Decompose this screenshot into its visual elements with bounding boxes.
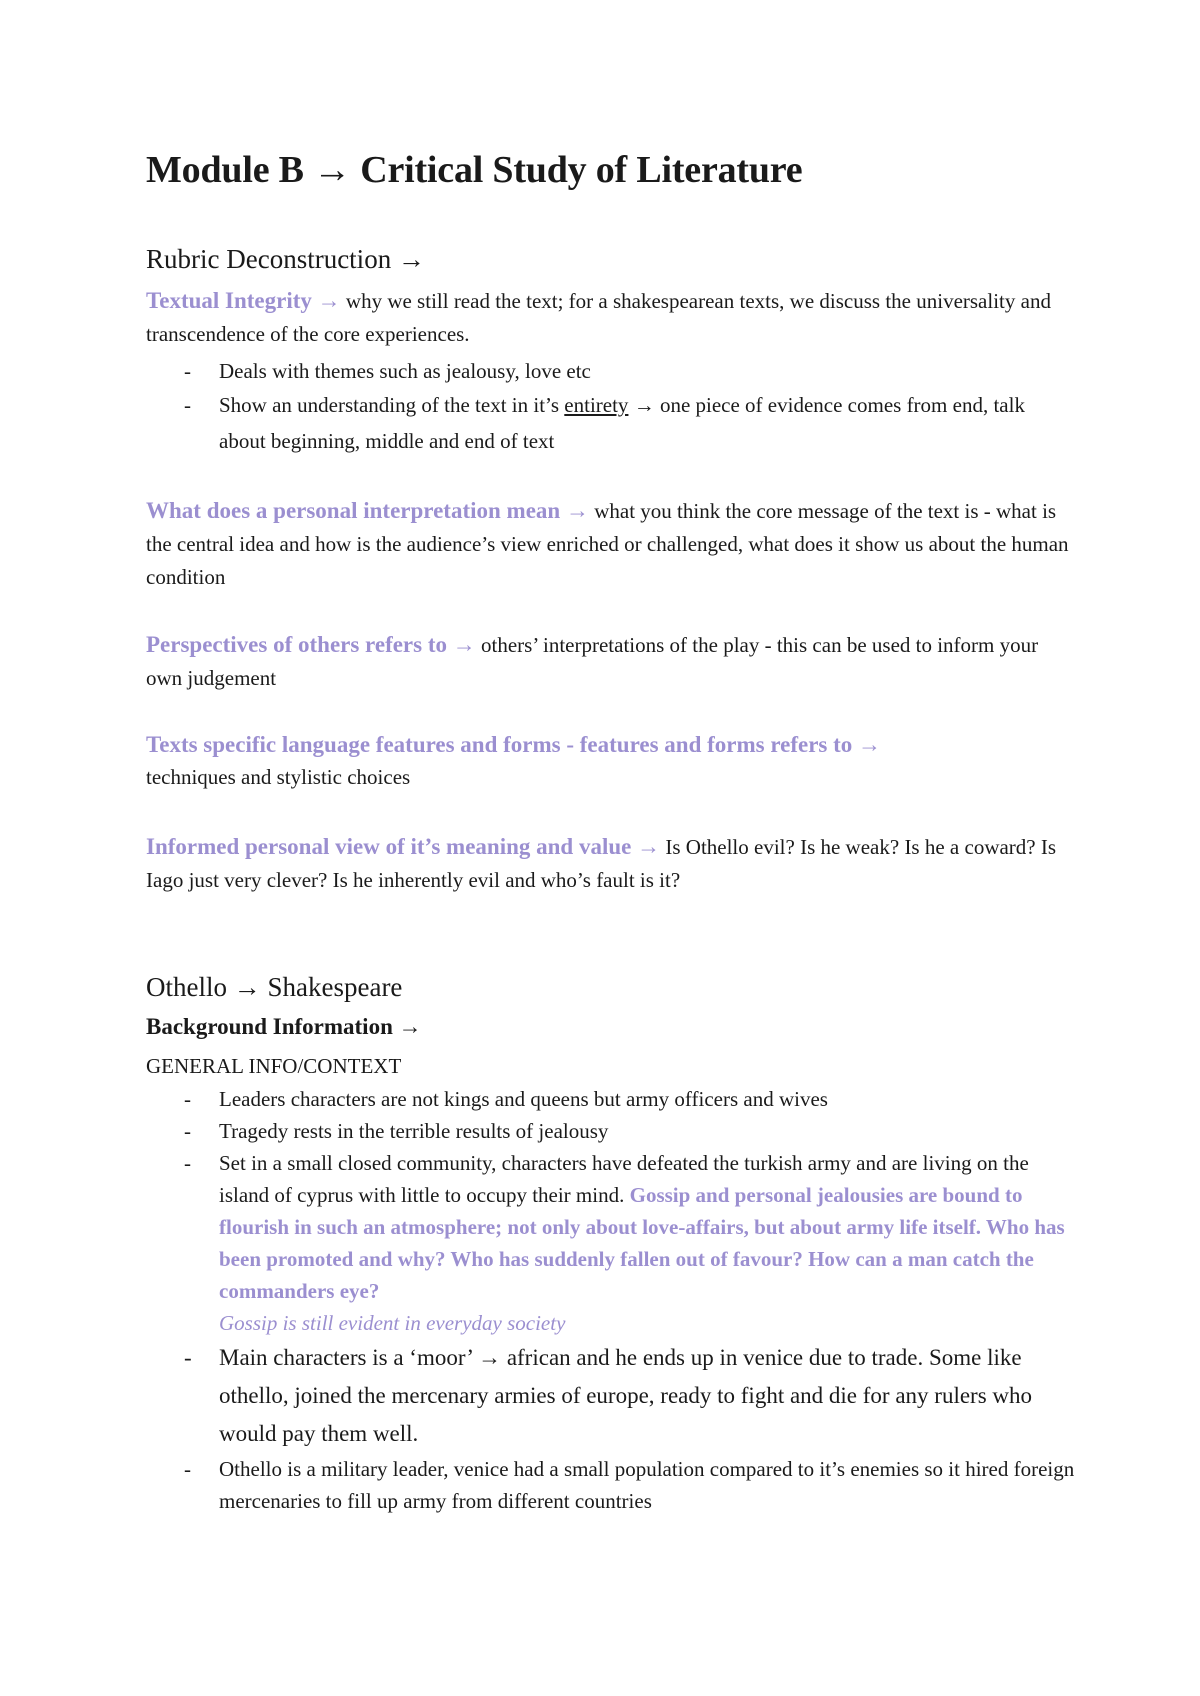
gossip-note: Gossip is still evident in everyday society <box>219 1311 566 1335</box>
list-item: - Show an understanding of the text in it’s entirety → one piece of evidence comes from end, talk about beginning, middle and end of text <box>184 393 1025 453</box>
language-features-lead: Texts specific language features and forms - features and forms refers to → <box>146 732 882 757</box>
language-features-paragraph <box>146 728 1076 794</box>
list-item: - Set in a small closed community, characters have defeated the turkish army and are living on the island of cyprus with little to occupy their mind. Gossip and personal jealousies are bound to flourish in such an atmosphere; not only about love-affairs, but about army life itself. Who has been promoted and why? Who has suddenly fallen out of favour? How can a man catch the commanders eye? Gossip is still evident in everyday society <box>184 1151 1065 1335</box>
personal-interpretation-lead: What does a personal interpretation mean → <box>146 498 589 523</box>
context-bullets <box>146 1083 1076 1517</box>
rubric-heading: Rubric Deconstruction → <box>146 244 425 274</box>
list-item: - Tragedy rests in the terrible results of jealousy <box>184 1119 609 1143</box>
list-item: - Othello is a military leader, venice had a small population compared to it’s enemies so it hired foreign mercenaries to fill up army from different countries <box>184 1457 1075 1513</box>
gossip-highlight: Gossip and personal jealousies are bound to flourish in such an atmosphere; not only about love-affairs, but about army life itself. Who has been promoted and why? Who has suddenly fallen out of favour? How can a man catch the commanders eye? <box>219 1183 1065 1303</box>
language-features-text: techniques and stylistic choices <box>146 765 411 789</box>
textual-integrity-bullets <box>146 355 1076 459</box>
personal-interpretation-text: what you think the core message of the text is - what is the central idea and how is the audience’s view enriched or challenged, what does it show us about the human condition <box>146 499 1069 589</box>
perspectives-lead: Perspectives of others refers to → <box>146 632 476 657</box>
perspectives-paragraph <box>146 628 1076 695</box>
entirety-underlined: entirety <box>564 393 629 417</box>
list-item: - Deals with themes such as jealousy, love etc <box>184 359 591 383</box>
page-title: Module B → Critical Study of Literature <box>146 149 803 191</box>
textual-integrity-paragraph <box>146 284 1076 351</box>
textual-integrity-lead: Textual Integrity → <box>146 288 341 313</box>
informed-view-paragraph <box>146 830 1076 897</box>
informed-view-lead: Informed personal view of it’s meaning and value → <box>146 834 661 859</box>
informed-view-text: Is Othello evil? Is he weak? Is he a coward? Is Iago just very clever? Is he inherently evil and who’s fault is it? <box>146 835 1057 892</box>
list-item: - Leaders characters are not kings and queens but army officers and wives <box>184 1087 828 1111</box>
personal-interpretation-paragraph <box>146 494 1076 594</box>
textual-integrity-text: why we still read the text; for a shakespearean texts, we discuss the universality and transcendence of the core experiences. <box>146 289 1051 346</box>
othello-heading: Othello → Shakespeare <box>146 972 403 1002</box>
perspectives-text: others’ interpretations of the play - this can be used to inform your own judgement <box>146 633 1039 690</box>
list-item: - Main characters is a ‘moor’ → african and he ends up in venice due to trade. Some like othello, joined the mercenary armies of europe, ready to fight and die for any rulers who would pay them well. <box>184 1345 1033 1446</box>
context-label: GENERAL INFO/CONTEXT <box>146 1054 402 1078</box>
background-info-heading: Background Information → <box>146 1014 422 1039</box>
